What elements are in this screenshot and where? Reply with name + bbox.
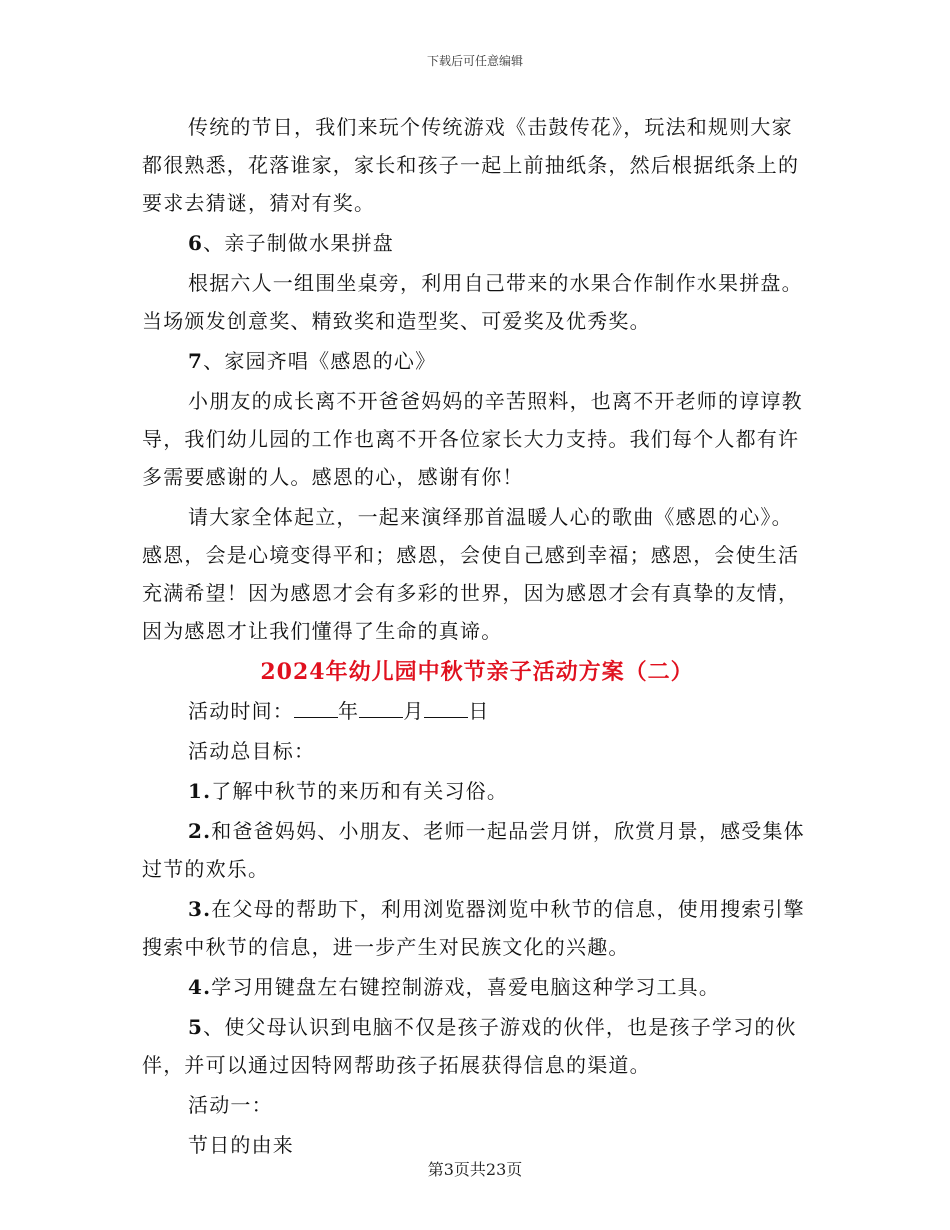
- item-number: 1.: [188, 779, 212, 803]
- paragraph: 请大家全体起立，一起来演绎那首温暖人心的歌曲《感恩的心》。感恩，会是心境变得平和；感恩，会使自己感到幸福；感恩，会使生活充满希望！因为感恩才会有多彩的世界，因为感恩才会有真挚的友情，因为感恩才让我们懂得了生命的真谛。: [142, 505, 800, 643]
- time-label: 活动时间：: [188, 699, 294, 723]
- document-body: [142, 108, 812, 1166]
- activity-time: [142, 692, 812, 730]
- goal-item: [142, 1008, 812, 1084]
- paragraph: 小朋友的成长离不开爸爸妈妈的辛苦照料，也离不开老师的谆谆教导，我们幼儿园的工作也离不开各位家长大力支持。我们每个人都有许多需要感谢的人。感恩的心，感谢有你！: [142, 389, 803, 489]
- section-heading-7: [142, 342, 812, 380]
- item-number: 6: [188, 231, 204, 255]
- paragraph: 传统的节日，我们来玩个传统游戏《击鼓传花》，玩法和规则大家都很熟悉，花落谁家，家长和孩子一起上前抽纸条，然后根据纸条上的要求去猜谜，猜对有奖。: [142, 115, 800, 215]
- paragraph: 根据六人一组围坐桌旁，利用自己带来的水果合作制作水果拼盘。当场颁发创意奖、精致奖和造型奖、可爱奖及优秀奖。: [142, 271, 803, 333]
- goal-item: [142, 772, 812, 810]
- item-number: 2.: [188, 819, 212, 843]
- item-text: 、家园齐唱《感恩的心》: [203, 349, 437, 373]
- month-blank: [359, 697, 403, 718]
- item-number: 7: [188, 349, 204, 373]
- item-text: 在父母的帮助下，利用浏览器浏览中秋节的信息，使用搜索引擎搜索中秋节的信息，进一步产生对民族文化的兴趣。: [142, 897, 805, 959]
- item-text: 学习用键盘左右键控制游戏，喜爱电脑这种学习工具。: [211, 975, 721, 999]
- goal-item: [142, 890, 812, 966]
- year-blank: [294, 697, 338, 718]
- activity-heading: 活动一：: [188, 1093, 273, 1117]
- item-number: 5: [188, 1015, 204, 1039]
- goal-label: 活动总目标：: [188, 739, 316, 763]
- year-label: 年: [338, 699, 360, 723]
- item-number: 4.: [188, 975, 212, 999]
- activity-subheading: 节日的由来: [188, 1133, 294, 1157]
- goal-item: [142, 812, 812, 888]
- item-text: 和爸爸妈妈、小朋友、老师一起品尝月饼，欣赏月景，感受集体过节的欢乐。: [142, 819, 805, 881]
- page-footer: 第3页共23页: [427, 1160, 523, 1179]
- item-text: 了解中秋节的来历和有关习俗。: [211, 779, 509, 803]
- month-label: 月: [403, 699, 425, 723]
- item-number: 3.: [188, 897, 212, 921]
- item-text: 、亲子制做水果拼盘: [203, 231, 394, 255]
- item-text: 、使父母认识到电脑不仅是孩子游戏的伙伴，也是孩子学习的伙伴，并可以通过因特网帮助孩子拓展获得信息的渠道。: [142, 1015, 797, 1077]
- day-blank: [424, 697, 468, 718]
- document-title: 2024年幼儿园中秋节亲子活动方案（二）: [260, 659, 694, 685]
- page-header: 下载后可任意编辑: [426, 54, 523, 68]
- day-label: 日: [468, 699, 490, 723]
- section-heading-6: [142, 224, 812, 262]
- goal-item: [142, 968, 812, 1006]
